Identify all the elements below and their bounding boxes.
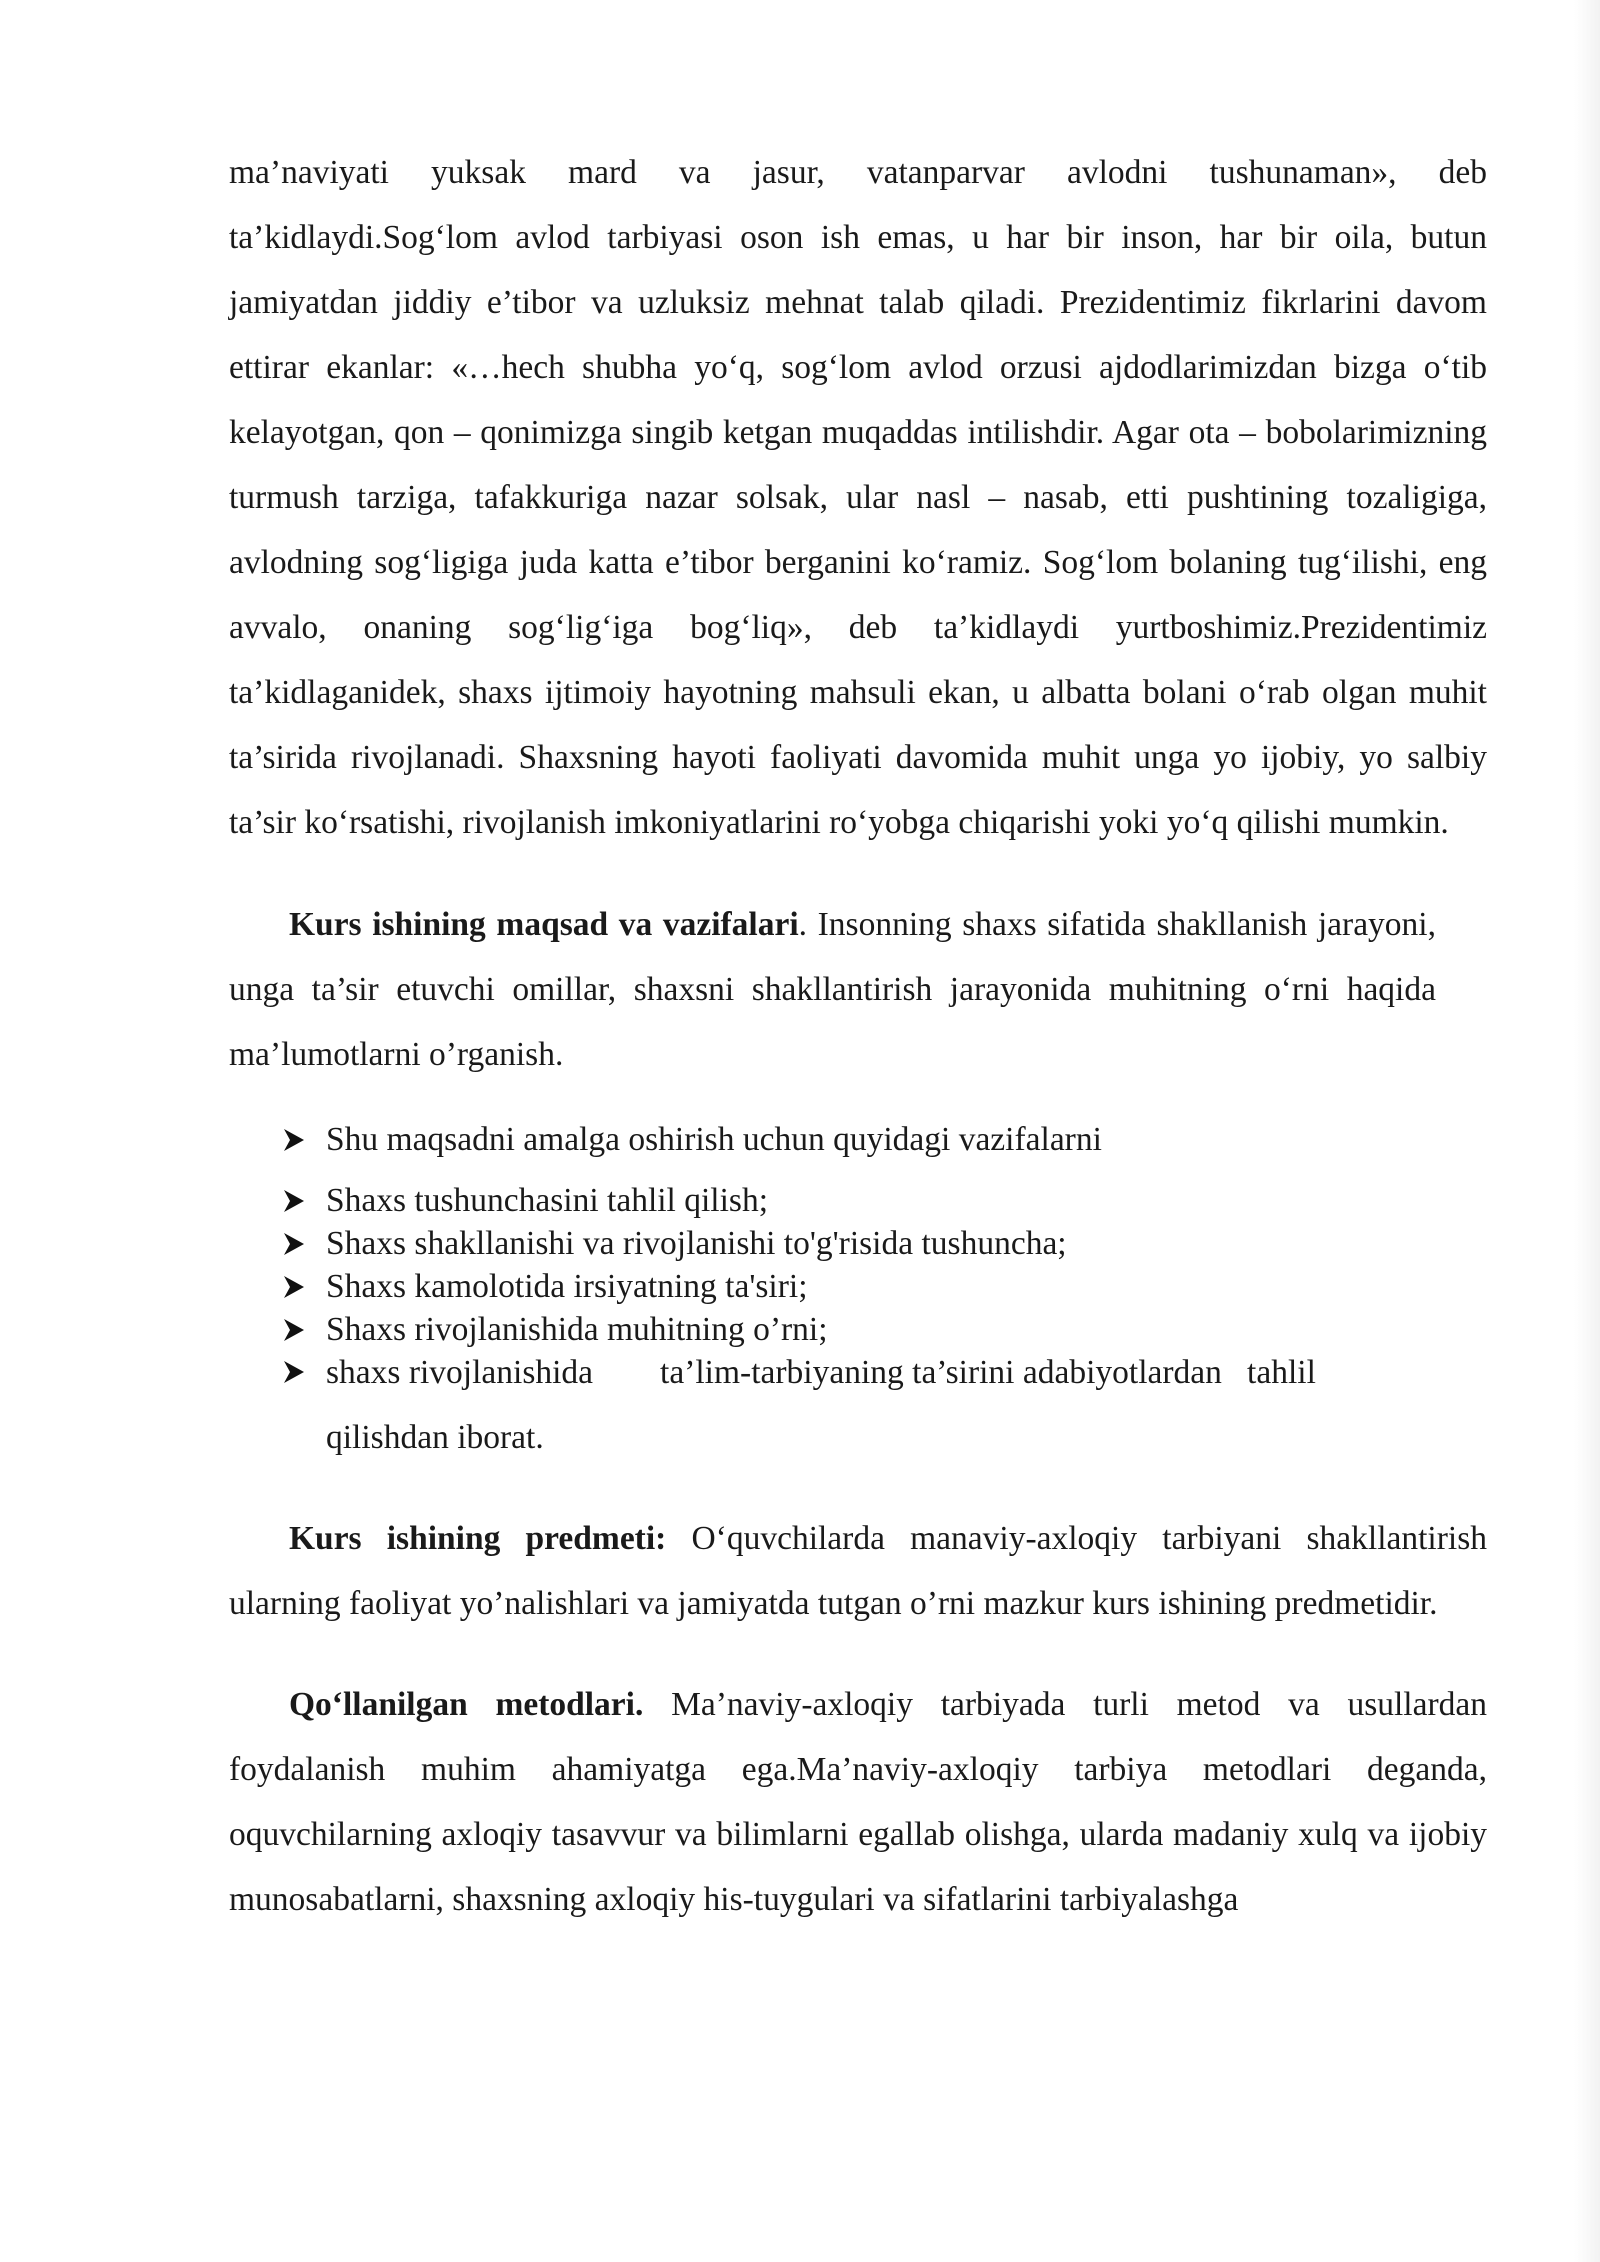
- list-item-text: shaxs rivojlanishida ta’lim-tarbiyaning ta’sirini adabiyotlardan tahlil qilishdan iborat.: [326, 1354, 1325, 1456]
- arrow-bullet-icon: [281, 1113, 307, 1167]
- list-item: [229, 1113, 1487, 1167]
- arrow-bullet-icon: [281, 1179, 307, 1222]
- document-body: [229, 140, 1487, 1932]
- list-item: [229, 1179, 1487, 1222]
- maqsad-heading: Kurs ishining maqsad va vazifalari: [289, 906, 799, 943]
- list-item: [229, 1265, 1487, 1308]
- maqsad-text: . Insonning shaxs sifatida shakllanish jarayoni, unga ta’sir etuvchi omillar, shaxsni shakllantirish jarayonida muhitning o‘rni haqida ma’lumotlarni o’rganish.: [229, 906, 1436, 1073]
- list-item-text: Shaxs shakllanishi va rivojlanishi to'g'risida tushuncha;: [326, 1225, 1067, 1262]
- list-item: [229, 1340, 1487, 1470]
- predmet-paragraph: [229, 1506, 1487, 1636]
- intro-paragraph: ma’naviyati yuksak mard va jasur, vatanparvar avlodni tushunaman», deb ta’kidlaydi.Sog‘lom avlod tarbiyasi oson ish emas, u har bir inson, har bir oila, butun jamiyatdan jiddiy e’tibor va uzluksiz mehnat talab qiladi. Prezidentimiz fikrlarini davom ettirar ekanlar: «…hech shubha yo‘q, sog‘lom avlod orzusi ajdodlarimizdan bizga o‘tib kelayotgan, qon – qonimizga singib ketgan muqaddas intilishdir. Agar ota – bobolarimizning turmush tarziga, tafakkuriga nazar solsak, ular nasl – nasab, etti pushtining tozaligiga, avlodning sog‘ligiga juda katta e’tibor berganini ko‘ramiz. Sog‘lom bolaning tug‘ilishi, eng avvalo, onaning sog‘lig‘iga bog‘liq», deb ta’kidlaydi yurtboshimiz.Prezidentimiz ta’kidlaganidek, shaxs ijtimoiy hayotning mahsuli ekan, u albatta bolani o‘rab olgan muhit ta’sirida rivojlanadi. Shaxsning hayoti faoliyati davomida muhit unga yo ijobiy, yo salbiy ta’sir ko‘rsatishi, rivojlanish imkoniyatlarini ro‘yobga chiqarishi yoki yo‘q qilishi mumkin.: [229, 154, 1487, 841]
- predmet-text: O‘quvchilarda manaviy-axloqiy tarbiyani shakllantirish ularning faoliyat yo’nalishlari va jamiyatda tutgan o’rni mazkur kurs ishining predmetidir.: [229, 1520, 1487, 1622]
- arrow-bullet-icon: [281, 1340, 307, 1405]
- list-item-text: Shaxs tushunchasini tahlil qilish;: [326, 1182, 769, 1219]
- maqsad-paragraph: [229, 892, 1436, 1087]
- list-item: [229, 1222, 1487, 1265]
- metodlar-heading: Qo‘llanilgan metodlari.: [289, 1686, 644, 1723]
- vazifalar-list: [229, 1113, 1487, 1470]
- list-item-text: Shaxs kamolotida irsiyatning ta'siri;: [326, 1268, 808, 1305]
- arrow-bullet-icon: [281, 1222, 307, 1265]
- metodlar-paragraph: [229, 1672, 1487, 1932]
- page-edge-shadow: [1574, 0, 1600, 2262]
- predmet-heading: Kurs ishining predmeti:: [289, 1520, 667, 1557]
- list-item-text: Shu maqsadni amalga oshirish uchun quyidagi vazifalarni: [326, 1121, 1102, 1158]
- list-item-text: Shaxs rivojlanishida muhitning o’rni;: [326, 1311, 828, 1348]
- arrow-bullet-icon: [281, 1265, 307, 1308]
- metodlar-text: Ma’naviy-axloqiy tarbiyada turli metod va usullardan foydalanish muhim ahamiyatga ega.Ma’naviy-axloqiy tarbiya metodlari deganda, oquvchilarning axloqiy tasavvur va bilimlarni egallab olishga, ularda madaniy xulq va ijobiy munosabatlarni, shaxsning axloqiy his-tuygulari va sifatlarini tarbiyalashga: [229, 1686, 1487, 1918]
